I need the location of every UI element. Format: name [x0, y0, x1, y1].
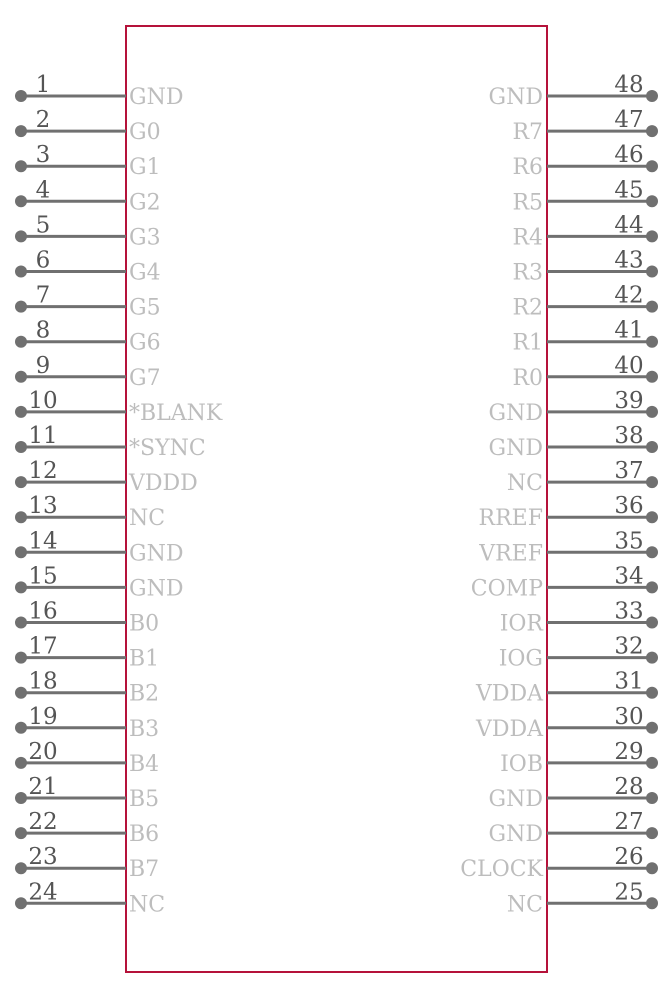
pin-name: NC: [129, 506, 166, 532]
pin-number: 7: [35, 282, 51, 309]
pin-number: 28: [614, 774, 644, 800]
pin-name: R6: [512, 155, 543, 181]
pin-name: B2: [129, 681, 160, 707]
pin-number: 33: [614, 598, 644, 625]
pin-number: 40: [614, 352, 644, 379]
pin-number: 41: [614, 317, 644, 344]
pin-name: R0: [512, 365, 543, 391]
pin-number: 13: [28, 493, 58, 520]
pin-name: COMP: [470, 576, 543, 602]
pin-endpoint-dot: [646, 897, 658, 909]
pin-endpoint-dot: [646, 722, 658, 734]
pin-endpoint-dot: [646, 687, 658, 699]
pin-number: 8: [35, 317, 51, 344]
pin-name: G1: [129, 155, 161, 181]
pin-number: 15: [28, 563, 58, 590]
right-pin-group: [460, 72, 658, 917]
pin-endpoint-dot: [646, 757, 658, 769]
pin-name: G2: [129, 190, 161, 216]
pin-name: R2: [512, 295, 543, 321]
pin-endpoint-dot: [15, 125, 27, 137]
pin-endpoint-dot: [15, 230, 27, 242]
pin-23: [15, 844, 159, 882]
pin-17: [15, 634, 159, 672]
pin-endpoint-dot: [15, 406, 27, 418]
pin-21: [15, 774, 159, 812]
left-pin-group: [15, 72, 223, 917]
pin-number: 34: [614, 563, 644, 590]
pin-41: [512, 318, 658, 356]
pin-42: [512, 283, 658, 321]
pin-name: NC: [506, 471, 543, 497]
pin-endpoint-dot: [646, 301, 658, 313]
pin-25: [507, 879, 658, 917]
pin-name: R5: [512, 190, 543, 216]
pin-number: 26: [614, 844, 644, 871]
pin-name: *BLANK: [129, 400, 223, 426]
pin-26: [460, 844, 658, 882]
ic-body-outline: [126, 26, 547, 972]
pin-name: B1: [129, 646, 160, 672]
pin-endpoint-dot: [646, 406, 658, 418]
pin-36: [479, 493, 658, 531]
pin-endpoint-dot: [15, 722, 27, 734]
pin-number: 14: [28, 528, 58, 555]
pin-name: IOR: [499, 611, 543, 637]
pin-number: 19: [28, 703, 58, 730]
pin-name: GND: [488, 85, 543, 110]
pin-number: 4: [35, 177, 51, 204]
pin-19: [15, 704, 159, 742]
pin-14: [15, 528, 183, 566]
pin-endpoint-dot: [15, 301, 27, 313]
pin-endpoint-dot: [646, 90, 658, 102]
pin-28: [489, 774, 658, 812]
pin-name: VREF: [479, 541, 543, 567]
pin-number: 6: [35, 247, 51, 274]
pin-29: [500, 739, 658, 777]
pin-6: [15, 248, 161, 286]
pin-endpoint-dot: [15, 792, 27, 804]
pin-endpoint-dot: [646, 441, 658, 453]
pin-31: [475, 669, 658, 707]
pin-name: G7: [129, 365, 161, 391]
pin-number: 11: [28, 423, 58, 449]
pin-number: 32: [614, 633, 644, 660]
pin-endpoint-dot: [646, 862, 658, 874]
pin-name: B0: [129, 611, 160, 637]
pin-name: CLOCK: [460, 857, 543, 883]
pin-endpoint-dot: [15, 546, 27, 558]
pin-number: 38: [614, 423, 644, 449]
pin-endpoint-dot: [15, 371, 27, 383]
pin-endpoint-dot: [15, 195, 27, 207]
pin-endpoint-dot: [646, 336, 658, 348]
pin-32: [499, 634, 658, 672]
pin-44: [512, 212, 658, 250]
pin-number: 24: [28, 879, 58, 906]
pin-endpoint-dot: [15, 617, 27, 629]
pin-name: VDDA: [475, 716, 543, 742]
pin-endpoint-dot: [15, 897, 27, 909]
pin-endpoint-dot: [646, 652, 658, 664]
pin-number: 37: [614, 458, 644, 485]
pin-name: GND: [488, 436, 543, 461]
pin-endpoint-dot: [15, 441, 27, 453]
pin-name: G4: [129, 260, 161, 286]
pin-name: B4: [129, 751, 160, 777]
pin-name: B7: [129, 857, 160, 883]
pin-name: GND: [129, 576, 184, 602]
pin-40: [512, 353, 658, 391]
pin-12: [15, 458, 198, 496]
pin-endpoint-dot: [15, 652, 27, 664]
pin-endpoint-dot: [646, 230, 658, 242]
pin-number: 39: [614, 387, 644, 414]
pin-name: R7: [512, 120, 543, 146]
pin-38: [489, 423, 658, 461]
pin-number: 3: [35, 142, 51, 169]
pin-endpoint-dot: [646, 266, 658, 278]
pin-22: [15, 809, 159, 847]
pin-1: [15, 72, 183, 110]
pin-number: 36: [614, 493, 644, 520]
pin-name: B3: [129, 716, 160, 742]
pin-number: 31: [614, 668, 644, 695]
pin-number: 35: [614, 528, 644, 555]
pin-number: 23: [28, 844, 58, 871]
pin-number: 25: [614, 879, 644, 906]
pin-15: [15, 563, 183, 601]
pin-37: [507, 458, 658, 496]
pin-number: 12: [28, 458, 58, 485]
pin-number: 18: [28, 668, 58, 695]
pin-34: [471, 563, 658, 601]
pin-number: 9: [35, 352, 51, 379]
pin-number: 27: [614, 809, 644, 836]
pin-number: 30: [614, 703, 644, 730]
pin-endpoint-dot: [15, 687, 27, 699]
pin-13: [15, 493, 165, 531]
pin-number: 43: [614, 247, 644, 274]
pin-number: 2: [35, 107, 51, 134]
pin-35: [478, 528, 658, 566]
pin-endpoint-dot: [646, 546, 658, 558]
pin-7: [15, 283, 161, 321]
pin-20: [15, 739, 159, 777]
pin-48: [489, 72, 658, 110]
pin-endpoint-dot: [15, 476, 27, 488]
pin-name: VDDA: [475, 681, 543, 707]
pin-number: 47: [614, 107, 644, 134]
pin-endpoint-dot: [646, 195, 658, 207]
pin-endpoint-dot: [646, 160, 658, 172]
pin-18: [15, 669, 159, 707]
pin-30: [475, 704, 658, 742]
pin-endpoint-dot: [15, 757, 27, 769]
pin-number: 17: [28, 633, 58, 660]
pin-name: R1: [512, 330, 543, 356]
pin-name: B5: [129, 787, 160, 812]
pin-name: R4: [512, 225, 543, 251]
pin-endpoint-dot: [15, 827, 27, 839]
pin-number: 22: [28, 809, 58, 836]
pin-9: [15, 353, 161, 391]
pin-name: GND: [129, 85, 184, 110]
pin-number: 48: [614, 72, 644, 98]
pin-name: G5: [129, 295, 161, 321]
pin-endpoint-dot: [15, 160, 27, 172]
pin-47: [512, 107, 658, 145]
pin-11: [15, 423, 206, 461]
pin-8: [15, 318, 161, 356]
pin-number: 10: [28, 387, 58, 414]
pin-name: GND: [488, 822, 543, 848]
pin-name: RREF: [478, 506, 543, 532]
pin-endpoint-dot: [646, 827, 658, 839]
pin-39: [489, 388, 658, 426]
pin-endpoint-dot: [15, 511, 27, 523]
pin-endpoint-dot: [646, 371, 658, 383]
pin-number: 16: [28, 598, 58, 625]
pin-name: GND: [488, 400, 543, 426]
pin-name: *SYNC: [129, 436, 206, 461]
pin-number: 45: [614, 177, 644, 204]
pin-16: [15, 599, 159, 637]
pin-number: 46: [614, 142, 644, 169]
pin-name: GND: [488, 787, 543, 812]
pin-endpoint-dot: [646, 476, 658, 488]
pin-33: [500, 599, 658, 637]
pin-endpoint-dot: [15, 581, 27, 593]
pin-number: 1: [35, 72, 51, 98]
pin-endpoint-dot: [15, 90, 27, 102]
pin-number: 20: [28, 738, 58, 765]
pin-name: G6: [129, 330, 161, 356]
pin-name: G3: [129, 225, 161, 251]
pin-name: IOG: [498, 646, 543, 672]
pin-3: [15, 142, 161, 180]
pin-number: 44: [614, 212, 644, 239]
pin-number: 29: [614, 738, 644, 765]
pin-name: B6: [129, 822, 160, 848]
pin-name: G0: [129, 120, 161, 146]
pin-27: [489, 809, 658, 847]
pin-number: 5: [35, 212, 51, 239]
pin-46: [512, 142, 658, 180]
pin-45: [512, 177, 658, 215]
pin-name: IOB: [500, 751, 543, 777]
pin-endpoint-dot: [15, 336, 27, 348]
pin-endpoint-dot: [15, 862, 27, 874]
pin-10: [15, 388, 223, 426]
pin-number: 42: [614, 282, 644, 309]
pin-number: 21: [28, 774, 58, 800]
pin-4: [15, 177, 161, 215]
pin-name: VDDD: [129, 471, 198, 497]
pin-endpoint-dot: [646, 125, 658, 137]
pin-5: [15, 212, 161, 250]
pin-name: R3: [512, 260, 543, 286]
pin-24: [15, 879, 165, 917]
pin-name: NC: [129, 892, 166, 918]
pin-endpoint-dot: [646, 792, 658, 804]
pin-endpoint-dot: [646, 617, 658, 629]
pin-endpoint-dot: [646, 581, 658, 593]
pin-2: [15, 107, 161, 145]
pin-43: [512, 248, 658, 286]
pin-endpoint-dot: [646, 511, 658, 523]
pin-name: NC: [506, 892, 543, 918]
pin-endpoint-dot: [15, 266, 27, 278]
pin-name: GND: [129, 541, 184, 567]
